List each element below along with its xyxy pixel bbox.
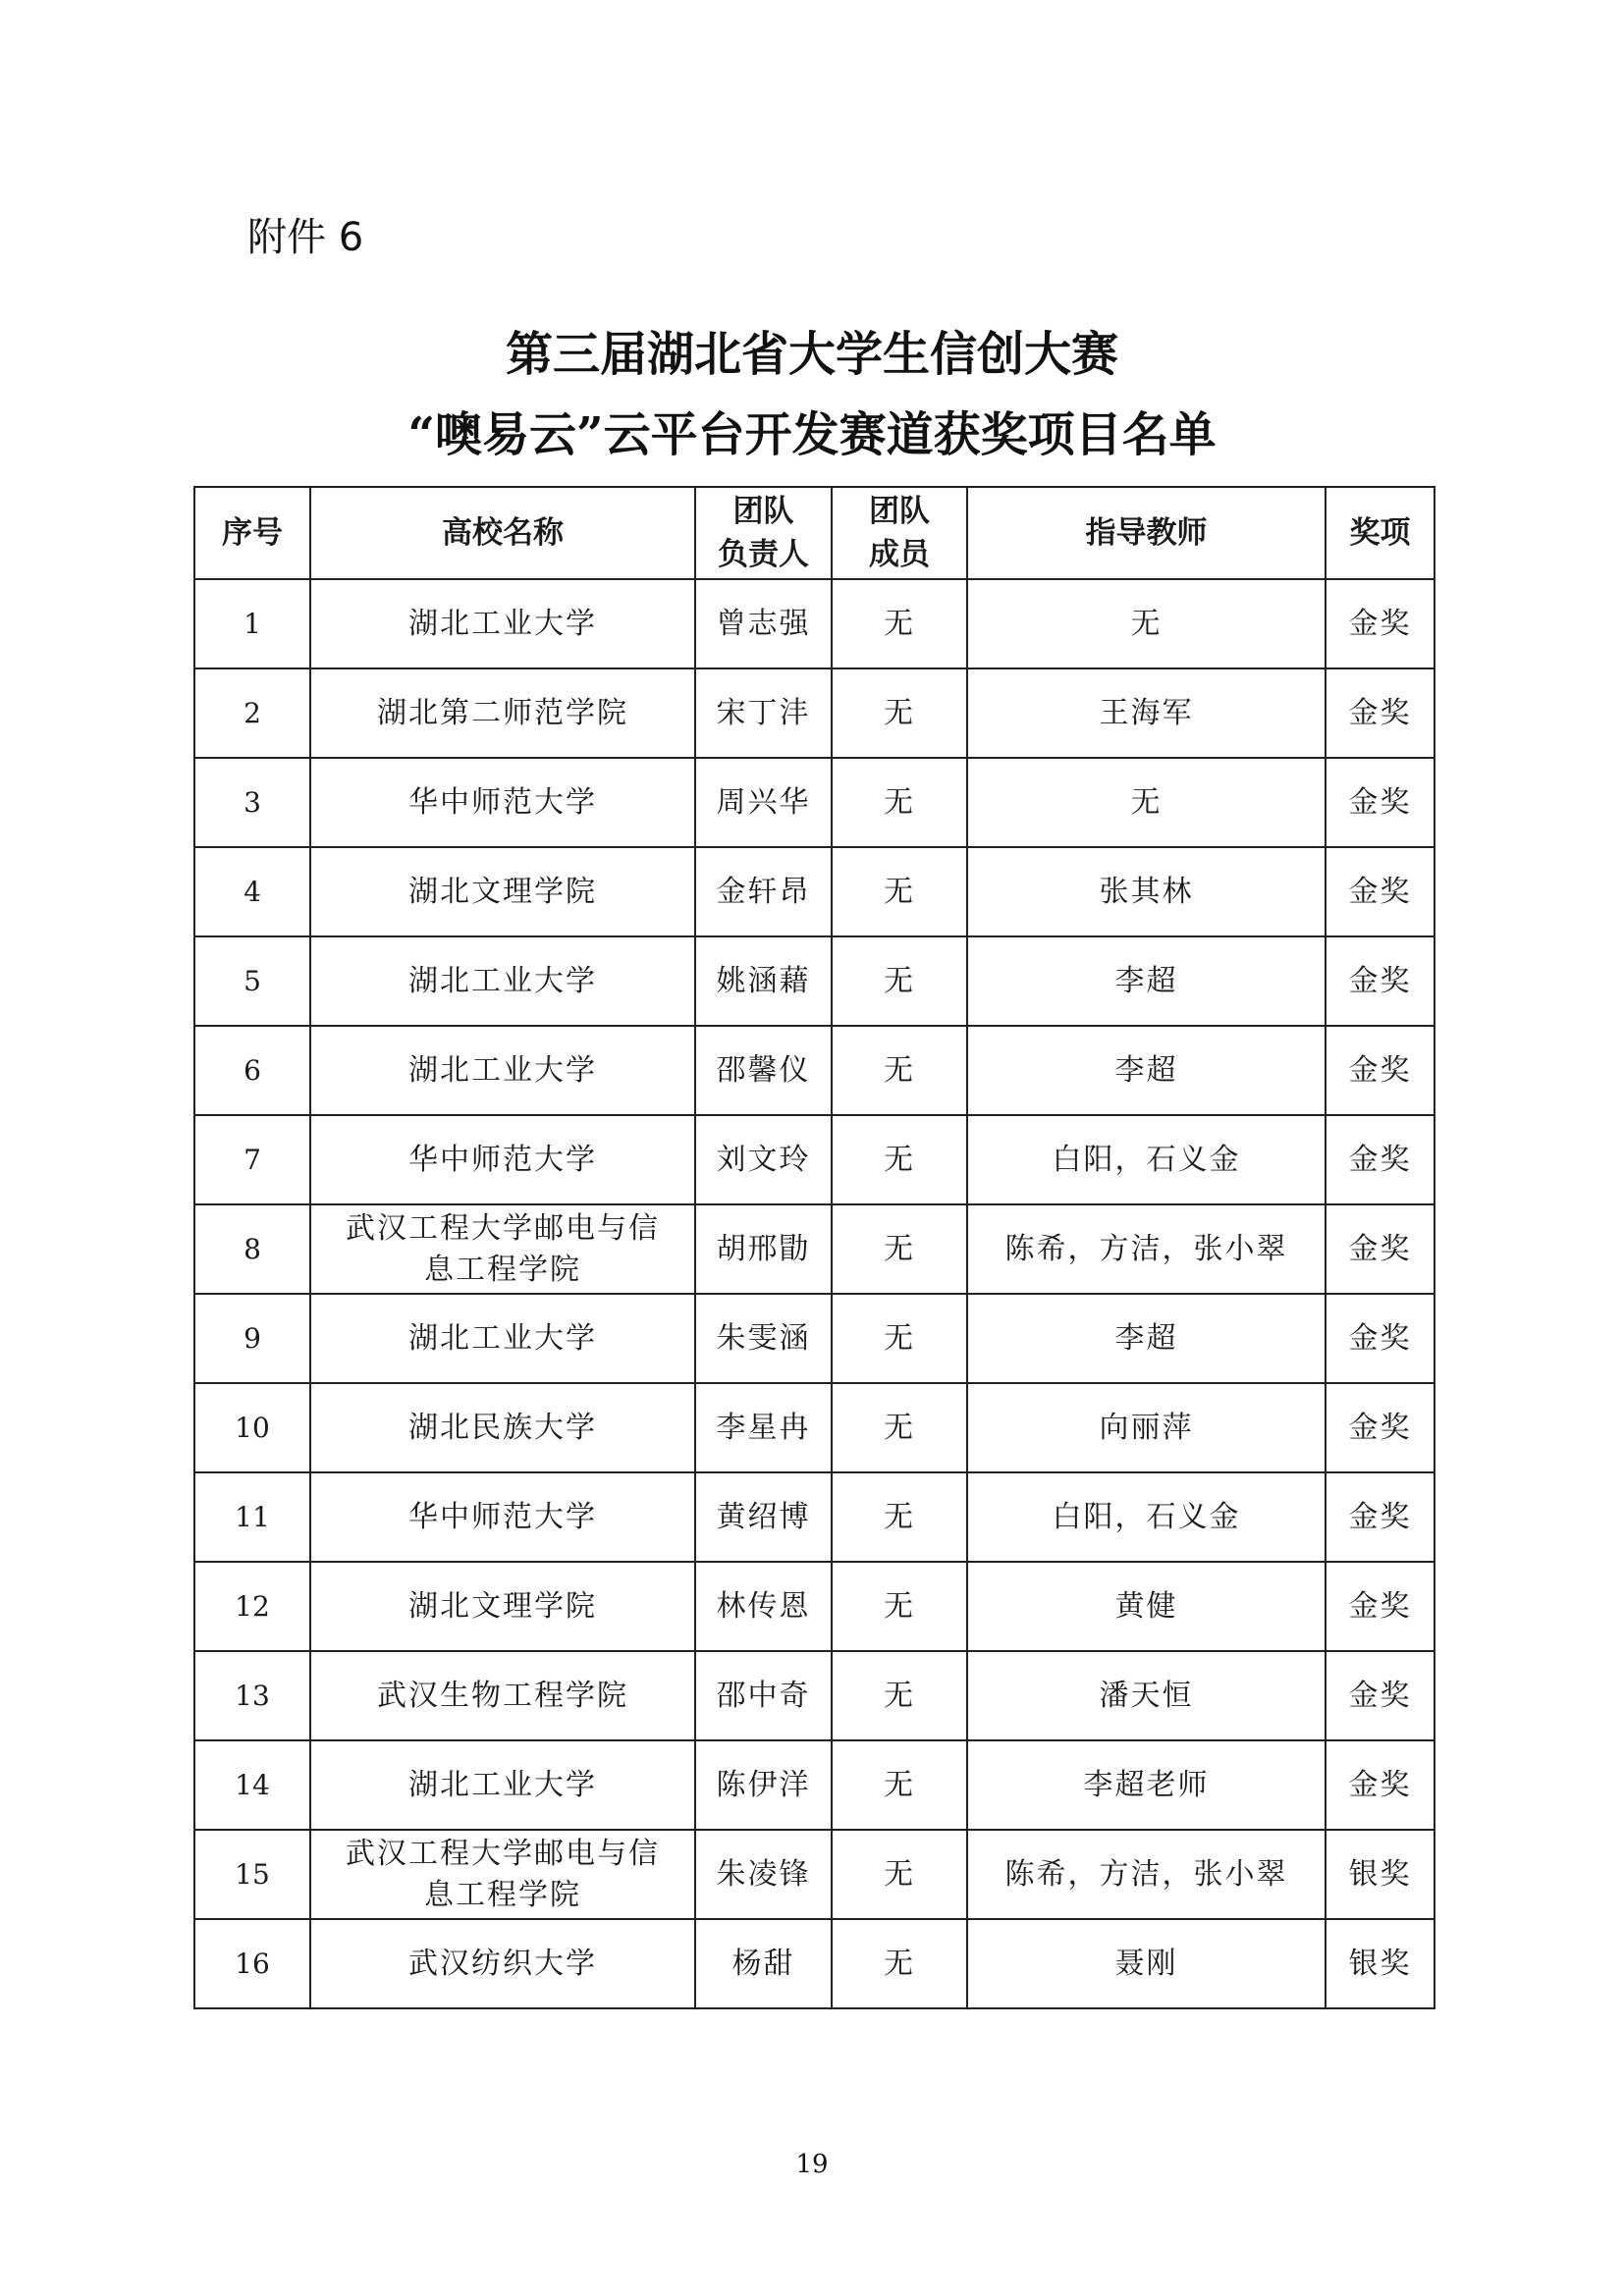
cell-index: 10 [194,1383,310,1472]
cell-advisor: 聂刚 [967,1919,1326,2008]
cell-school [310,1294,695,1383]
cell-team-leader: 李星冉 [695,1383,832,1472]
cell-award: 金奖 [1326,1026,1435,1115]
cell-advisor: 无 [967,758,1326,847]
cell-team-leader: 宋丁沣 [695,668,832,758]
cell-school-line-1: 湖北第二师范学院 [377,695,628,730]
cell-school-line-1: 湖北工业大学 [408,1052,597,1088]
cell-advisor: 李超老师 [967,1740,1326,1830]
document-title-line-2: “噢易云”云平台开发赛道获奖项目名单 [407,407,1217,462]
cell-award: 金奖 [1326,1204,1435,1294]
cell-school [310,1830,695,1919]
cell-school-line-1: 湖北民族大学 [408,1410,597,1445]
cell-index: 12 [194,1562,310,1651]
cell-index: 8 [194,1204,310,1294]
cell-advisor: 无 [967,579,1326,668]
table-row [194,579,1435,668]
cell-school [310,1204,695,1294]
cell-team-members: 无 [832,579,967,668]
table-body [194,579,1435,2008]
header-team-members [832,487,967,579]
table-row [194,936,1435,1026]
cell-team-leader: 金轩昂 [695,847,832,936]
table-row [194,758,1435,847]
cell-team-leader: 胡邢勖 [695,1204,832,1294]
header-advisor: 指导教师 [967,487,1326,579]
cell-school [310,936,695,1026]
cell-school-line-1: 武汉工程大学邮电与信 [346,1836,660,1871]
cell-award: 金奖 [1326,1562,1435,1651]
cell-award: 金奖 [1326,1651,1435,1740]
cell-team-leader: 黄绍博 [695,1472,832,1562]
cell-advisor: 向丽萍 [967,1383,1326,1472]
cell-index: 13 [194,1651,310,1740]
document-title-line-1: 第三届湖北省大学生信创大赛 [505,327,1118,382]
cell-team-members: 无 [832,1383,967,1472]
cell-award: 银奖 [1326,1919,1435,2008]
cell-school-line-1: 武汉生物工程学院 [377,1678,628,1713]
cell-team-members: 无 [832,1740,967,1830]
cell-team-members: 无 [832,1115,967,1204]
cell-team-members: 无 [832,668,967,758]
cell-advisor: 陈希，方洁，张小翠 [967,1830,1326,1919]
table-header-row [194,487,1435,579]
cell-advisor: 张其林 [967,847,1326,936]
cell-index: 5 [194,936,310,1026]
header-index: 序号 [194,487,310,579]
cell-index: 9 [194,1294,310,1383]
cell-advisor: 王海军 [967,668,1326,758]
cell-index: 6 [194,1026,310,1115]
cell-team-members: 无 [832,1294,967,1383]
cell-award: 银奖 [1326,1830,1435,1919]
cell-school [310,579,695,668]
cell-award: 金奖 [1326,1740,1435,1830]
table-row [194,1919,1435,2008]
cell-index: 16 [194,1919,310,2008]
cell-team-leader: 陈伊洋 [695,1740,832,1830]
cell-award: 金奖 [1326,847,1435,936]
cell-school-line-2: 息工程学院 [424,1252,581,1287]
header-team-leader-line-2: 负责人 [718,537,809,572]
cell-team-leader: 曾志强 [695,579,832,668]
cell-team-members: 无 [832,1651,967,1740]
cell-team-leader: 杨甜 [695,1919,832,2008]
table-row [194,1830,1435,1919]
cell-team-leader: 刘文玲 [695,1115,832,1204]
table-row [194,1294,1435,1383]
cell-team-members: 无 [832,1830,967,1919]
cell-award: 金奖 [1326,1294,1435,1383]
cell-award: 金奖 [1326,1472,1435,1562]
award-list-table [193,486,1435,2009]
cell-advisor: 潘天恒 [967,1651,1326,1740]
table-row [194,1026,1435,1115]
cell-index: 15 [194,1830,310,1919]
cell-team-leader: 邵馨仪 [695,1026,832,1115]
cell-index: 3 [194,758,310,847]
cell-index: 14 [194,1740,310,1830]
cell-school [310,1651,695,1740]
header-team-leader [695,487,832,579]
table-row [194,1383,1435,1472]
cell-award: 金奖 [1326,936,1435,1026]
cell-advisor: 陈希，方洁，张小翠 [967,1204,1326,1294]
cell-school [310,1115,695,1204]
cell-team-leader: 朱雯涵 [695,1294,832,1383]
table-row [194,1562,1435,1651]
cell-school-line-1: 华中师范大学 [408,784,597,820]
table-row [194,1472,1435,1562]
cell-school [310,1472,695,1562]
cell-school-line-1: 湖北工业大学 [408,1767,597,1802]
cell-school-line-2: 息工程学院 [424,1877,581,1912]
cell-school-line-1: 湖北工业大学 [408,606,597,641]
cell-team-members: 无 [832,758,967,847]
cell-team-members: 无 [832,847,967,936]
cell-team-leader: 朱凌锋 [695,1830,832,1919]
table-header [194,487,1435,579]
header-team-members-line-1: 团队 [869,494,930,529]
cell-award: 金奖 [1326,1115,1435,1204]
cell-advisor: 白阳，石义金 [967,1472,1326,1562]
cell-school [310,668,695,758]
cell-school [310,1383,695,1472]
header-team-members-line-2: 成员 [869,537,930,572]
cell-school [310,1919,695,2008]
cell-team-members: 无 [832,1919,967,2008]
cell-advisor: 李超 [967,936,1326,1026]
cell-school [310,1562,695,1651]
cell-index: 1 [194,579,310,668]
table-row [194,1204,1435,1294]
cell-award: 金奖 [1326,579,1435,668]
header-team-leader-line-1: 团队 [732,494,794,529]
cell-team-members: 无 [832,1472,967,1562]
cell-school-line-1: 湖北文理学院 [408,1588,597,1624]
cell-advisor: 李超 [967,1294,1326,1383]
page-number: 19 [795,2150,829,2179]
cell-advisor: 白阳，石义金 [967,1115,1326,1204]
cell-team-members: 无 [832,936,967,1026]
cell-school [310,847,695,936]
cell-school [310,758,695,847]
table-row [194,668,1435,758]
cell-school-line-1: 华中师范大学 [408,1499,597,1534]
cell-index: 4 [194,847,310,936]
cell-team-leader: 姚涵藉 [695,936,832,1026]
table-row [194,1115,1435,1204]
cell-index: 2 [194,668,310,758]
cell-team-leader: 邵中奇 [695,1651,832,1740]
cell-school-line-1: 武汉工程大学邮电与信 [346,1210,660,1246]
table-row [194,847,1435,936]
cell-index: 7 [194,1115,310,1204]
cell-award: 金奖 [1326,668,1435,758]
cell-team-leader: 林传恩 [695,1562,832,1651]
cell-award: 金奖 [1326,758,1435,847]
cell-advisor: 黄健 [967,1562,1326,1651]
cell-team-members: 无 [832,1204,967,1294]
table-row [194,1740,1435,1830]
header-award: 奖项 [1326,487,1435,579]
cell-school-line-1: 武汉纺织大学 [408,1946,597,1981]
cell-school [310,1026,695,1115]
header-school: 高校名称 [310,487,695,579]
table-row [194,1651,1435,1740]
cell-school [310,1740,695,1830]
cell-school-line-1: 湖北工业大学 [408,963,597,998]
cell-school-line-1: 湖北工业大学 [408,1320,597,1356]
cell-team-leader: 周兴华 [695,758,832,847]
cell-advisor: 李超 [967,1026,1326,1115]
cell-team-members: 无 [832,1026,967,1115]
cell-index: 11 [194,1472,310,1562]
attachment-label: 附件 6 [247,215,364,260]
cell-award: 金奖 [1326,1383,1435,1472]
cell-school-line-1: 华中师范大学 [408,1142,597,1177]
cell-team-members: 无 [832,1562,967,1651]
cell-school-line-1: 湖北文理学院 [408,874,597,909]
